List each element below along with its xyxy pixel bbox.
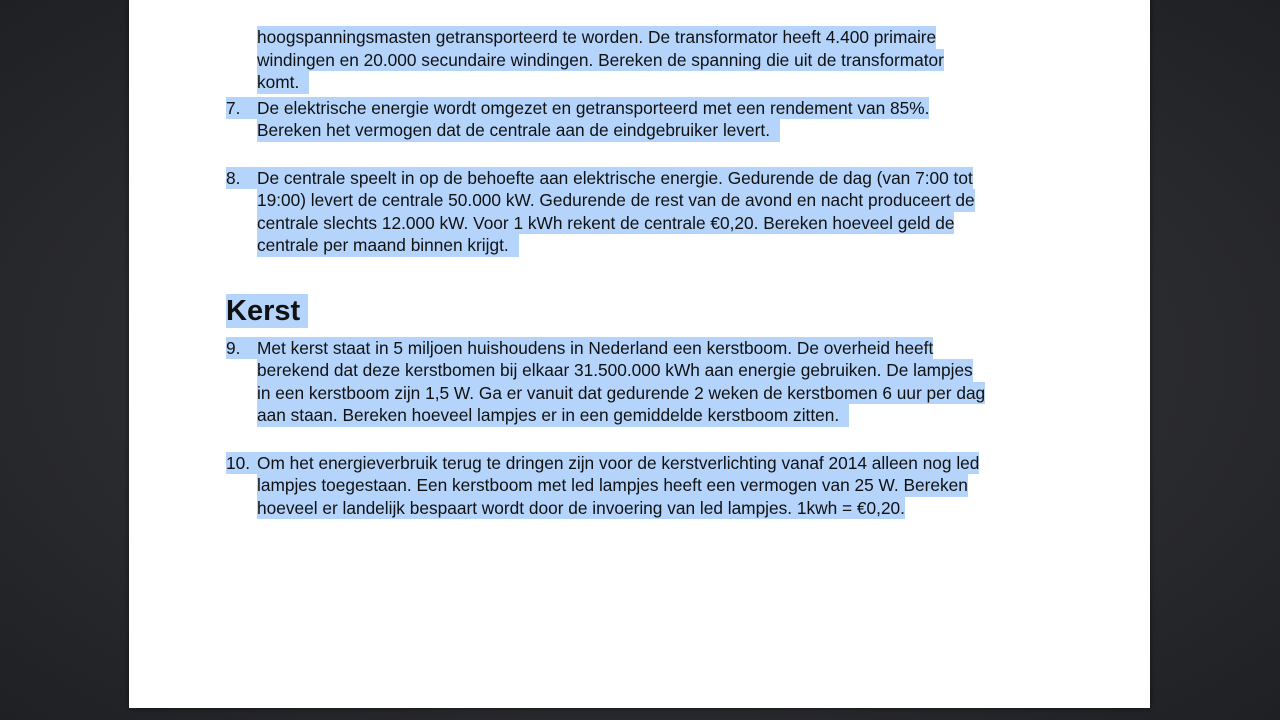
question-10-line-2[interactable]: lampjes toegestaan. Een kerstboom met led lampjes heeft een vermogen van 25 W. Bereken: [257, 475, 968, 496]
document-page: [129, 0, 1150, 708]
question-10-line-3[interactable]: hoeveel er landelijk bespaart wordt door de invoering van led lampjes. 1kwh = €0,20.: [257, 497, 905, 518]
question-6-line-3[interactable]: komt.: [257, 71, 309, 93]
question-8-line-2[interactable]: 19:00) levert de centrale 50.000 kW. Gedurende de rest van de avond en nacht produceert de: [257, 190, 975, 211]
question-9-line-3[interactable]: in een kerstboom zijn 1,5 W. Ga er vanuit dat gedurende 2 weken de kerstbomen 6 uur per dag: [257, 382, 986, 403]
question-7-line-1[interactable]: De elektrische energie wordt omgezet en getransporteerd met een rendement van 85%.: [257, 98, 930, 118]
question-8-number[interactable]: 8.: [226, 167, 257, 189]
question-8-line-4[interactable]: centrale per maand binnen krijgt.: [257, 234, 519, 256]
question-10-line-1[interactable]: Om het energieverbruik terug te dringen zijn voor de kerstverlichting vanaf 2014 alleen nog led: [257, 453, 980, 473]
question-7-number[interactable]: 7.: [226, 97, 257, 119]
question-10-number[interactable]: 10.: [226, 452, 257, 474]
question-9-line-2[interactable]: berekend dat deze kerstbomen bij elkaar 31.500.000 kWh aan energie gebruiken. De lampjes: [257, 360, 973, 381]
question-9-number[interactable]: 9.: [226, 337, 257, 359]
question-8-line-3[interactable]: centrale slechts 12.000 kW. Voor 1 kWh rekent de centrale €0,20. Bereken hoeveel geld de: [257, 212, 955, 233]
question-8-line-1[interactable]: De centrale speelt in op de behoefte aan elektrische energie. Gedurende de dag (van 7:00 tot: [257, 168, 973, 188]
question-9-line-1[interactable]: Met kerst staat in 5 miljoen huishoudens in Nederland een kerstboom. De overheid heeft: [257, 338, 934, 358]
question-6-line-1[interactable]: hoogspanningsmasten getransporteerd te worden. De transformator heeft 4.400 primaire: [257, 27, 937, 48]
question-6-line-2[interactable]: windingen en 20.000 secundaire windingen. Bereken de spanning die uit de transformator: [257, 49, 944, 70]
question-7-line-2[interactable]: Bereken het vermogen dat de centrale aan de eindgebruiker levert.: [257, 119, 780, 141]
question-9-line-4[interactable]: aan staan. Bereken hoeveel lampjes er in een gemiddelde kerstboom zitten.: [257, 404, 849, 426]
section-heading-kerst[interactable]: Kerst: [226, 294, 308, 328]
